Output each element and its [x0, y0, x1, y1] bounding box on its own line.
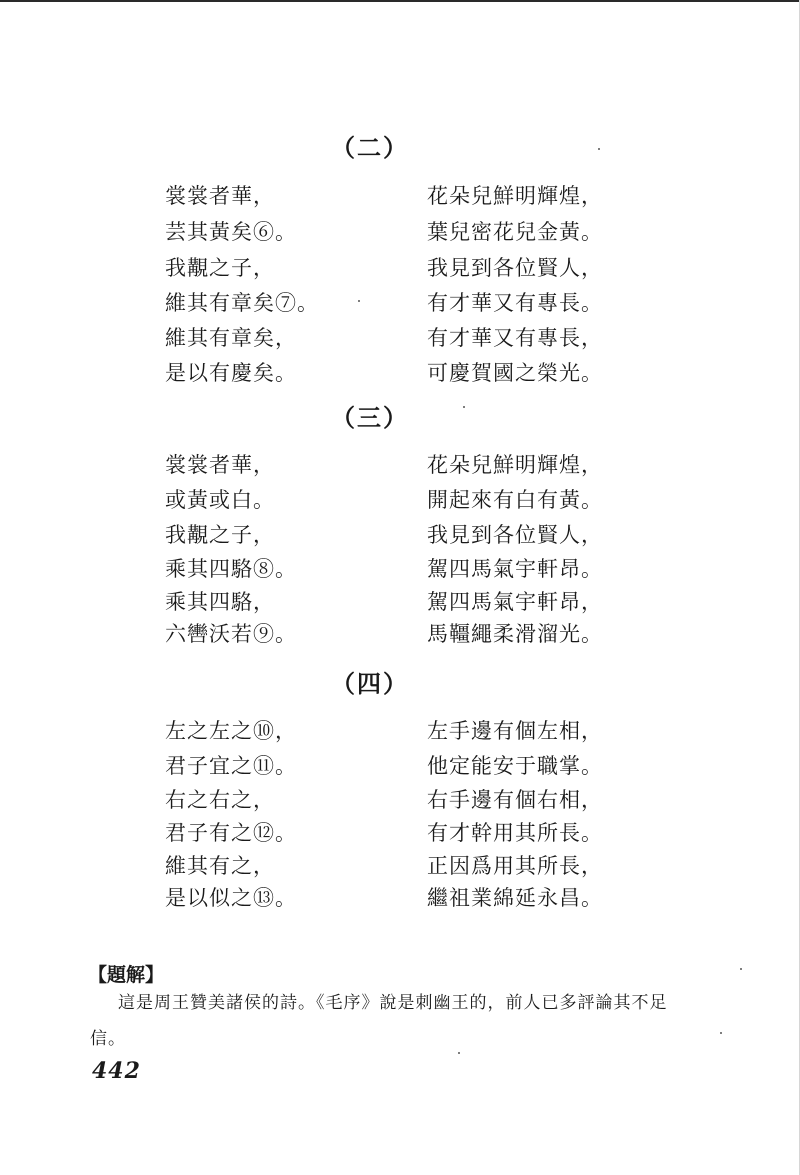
- page-number: 442: [92, 1058, 141, 1084]
- translation-line: 駕四馬氣宇軒昂。: [427, 557, 603, 581]
- translation-line: 開起來有白有黃。: [427, 488, 603, 512]
- stanza-heading: （四）: [331, 669, 409, 698]
- original-line: 裳裳者華，: [165, 453, 275, 477]
- original-line: 維其有章矣，: [165, 326, 297, 350]
- original-line: 是以有慶矣。: [165, 361, 297, 385]
- translation-line: 正因爲用其所長，: [427, 854, 603, 878]
- original-line: 我覯之子，: [165, 523, 275, 547]
- translation-line: 有才幹用其所長。: [427, 821, 603, 845]
- translation-line: 花朵兒鮮明輝煌，: [427, 453, 603, 477]
- scan-speck: [598, 148, 600, 150]
- scan-speck: [740, 968, 742, 970]
- stanza-heading: （三）: [331, 403, 409, 432]
- scan-speck: [458, 1052, 460, 1054]
- original-line: 裳裳者華，: [165, 184, 275, 208]
- scan-speck: [358, 300, 360, 302]
- translation-line: 他定能安于職掌。: [427, 754, 603, 778]
- translation-line: 有才華又有專長，: [427, 326, 603, 350]
- scan-speck: [463, 406, 465, 408]
- translation-line: 繼祖業綿延永昌。: [427, 886, 603, 910]
- translation-line: 我見到各位賢人，: [427, 256, 603, 280]
- stanza-heading: （二）: [331, 133, 409, 162]
- original-line: 芸其黃矣⑥。: [165, 220, 297, 244]
- original-line: 或黃或白。: [165, 488, 275, 512]
- translation-line: 有才華又有專長。: [427, 291, 603, 315]
- original-line: 維其有章矣⑦。: [165, 291, 319, 315]
- translation-line: 花朵兒鮮明輝煌，: [427, 184, 603, 208]
- translation-line: 葉兒密花兒金黃。: [427, 220, 603, 244]
- translation-line: 馬韁繩柔滑溜光。: [427, 622, 603, 646]
- original-line: 左之左之⑩，: [165, 719, 297, 743]
- translation-line: 右手邊有個右相，: [427, 788, 603, 812]
- original-line: 我覯之子，: [165, 256, 275, 280]
- top-border: [0, 0, 800, 2]
- scan-speck: [720, 1032, 722, 1034]
- original-line: 是以似之⑬。: [165, 886, 297, 910]
- original-line: 君子有之⑫。: [165, 821, 297, 845]
- note-body: 這是周王贊美諸侯的詩。《毛序》說是刺幽王的，前人已多評論其不足信。: [90, 993, 668, 1049]
- original-line: 右之右之，: [165, 788, 275, 812]
- translation-line: 左手邊有個左相，: [427, 719, 603, 743]
- translation-line: 我見到各位賢人，: [427, 523, 603, 547]
- original-line: 乘其四駱⑧。: [165, 557, 297, 581]
- original-line: 君子宜之⑪。: [165, 754, 297, 778]
- translation-line: 可慶賀國之榮光。: [427, 361, 603, 385]
- original-line: 維其有之，: [165, 854, 275, 878]
- note-title: 【題解】: [88, 964, 165, 986]
- original-line: 乘其四駱，: [165, 590, 275, 614]
- translation-line: 駕四馬氣宇軒昂，: [427, 590, 603, 614]
- original-line: 六轡沃若⑨。: [165, 622, 297, 646]
